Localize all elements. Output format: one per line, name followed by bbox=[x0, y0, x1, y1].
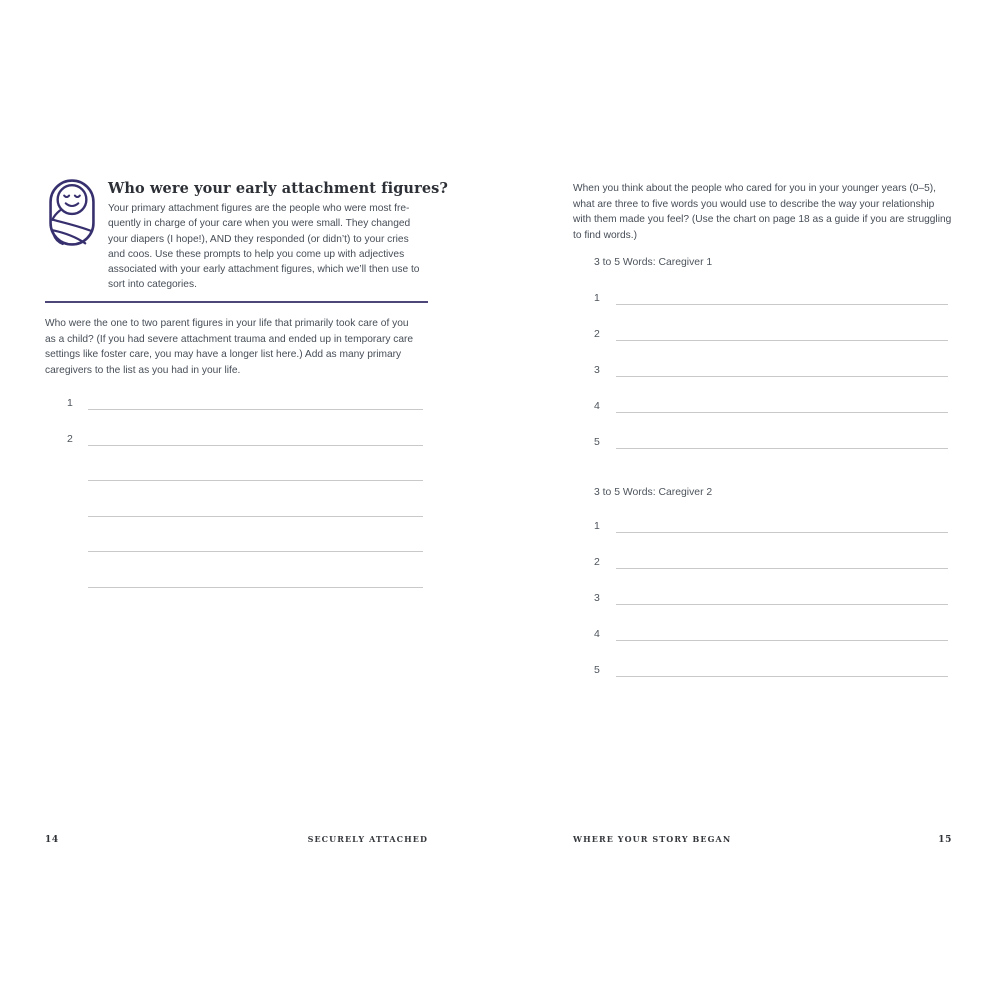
line-number: 2 bbox=[67, 432, 73, 445]
prompt-paragraph bbox=[45, 316, 413, 378]
caregiver-list bbox=[67, 396, 423, 609]
write-line-row bbox=[67, 574, 423, 588]
page-number: 14 bbox=[45, 835, 59, 845]
swaddled-baby-icon bbox=[49, 179, 95, 246]
write-line-row bbox=[594, 291, 948, 305]
write-line-row bbox=[67, 396, 423, 410]
write-line bbox=[616, 290, 948, 305]
right-page bbox=[573, 0, 955, 1000]
paragraph-line: and coos. Use these prompts to help you come up with adjectives bbox=[108, 248, 405, 260]
section-heading: Who were your early attachment figures? bbox=[108, 180, 448, 197]
write-line bbox=[88, 573, 423, 588]
write-line bbox=[88, 395, 423, 410]
caregiver2-words-list bbox=[594, 519, 948, 699]
left-page-footer bbox=[45, 834, 428, 845]
write-line-row bbox=[594, 327, 948, 341]
write-line bbox=[616, 590, 948, 605]
line-number bbox=[67, 587, 88, 588]
paragraph-line: what are three to five words you would use to describe the way your relationship bbox=[573, 198, 935, 210]
paragraph-line: as a child? (If you had severe attachment trauma and ended up in temporary care bbox=[45, 333, 414, 345]
write-line-row bbox=[67, 432, 423, 446]
write-line bbox=[88, 431, 423, 446]
write-line bbox=[616, 398, 948, 413]
write-line bbox=[616, 626, 948, 641]
write-line-row bbox=[594, 399, 948, 413]
write-line bbox=[616, 434, 948, 449]
line-number bbox=[67, 516, 88, 517]
right-page-footer bbox=[573, 834, 952, 845]
paragraph-line: with them made you feel? (Use the chart on page 18 as a guide if you are struggling bbox=[573, 214, 952, 225]
line-number: 5 bbox=[594, 436, 600, 448]
write-line-row bbox=[594, 555, 948, 569]
paragraph-line: Your primary attachment figures are the people who were most fre- bbox=[108, 203, 410, 214]
write-line-row bbox=[67, 538, 423, 552]
write-line bbox=[88, 537, 423, 552]
line-number: 5 bbox=[594, 664, 600, 676]
section-divider bbox=[45, 301, 428, 303]
write-line-row bbox=[594, 591, 948, 605]
line-number: 3 bbox=[594, 592, 600, 604]
line-number: 1 bbox=[594, 292, 600, 304]
paragraph-line: to find words.) bbox=[573, 229, 637, 241]
running-head: WHERE YOUR STORY BEGAN bbox=[573, 834, 732, 844]
paragraph-line: When you think about the people who cared for you in your younger years (0–5), bbox=[573, 183, 937, 194]
write-line-row bbox=[594, 663, 948, 677]
write-line bbox=[616, 518, 948, 533]
caregiver2-label: 3 to 5 Words: Caregiver 2 bbox=[594, 487, 713, 498]
write-line-row bbox=[67, 503, 423, 517]
write-line bbox=[616, 362, 948, 377]
line-number: 2 bbox=[594, 328, 600, 340]
line-number bbox=[67, 551, 88, 552]
paragraph-line: sort into categories. bbox=[108, 279, 197, 291]
running-head: SECURELY ATTACHED bbox=[307, 834, 428, 844]
write-line bbox=[88, 466, 423, 481]
line-number: 2 bbox=[594, 556, 600, 568]
line-number: 4 bbox=[594, 628, 600, 640]
paragraph-line: quently in charge of your care when you were small. They changed bbox=[108, 218, 411, 230]
line-number: 4 bbox=[594, 400, 600, 412]
write-line bbox=[616, 326, 948, 341]
paragraph-line: associated with your early attachment figures, which we’ll then use to bbox=[108, 264, 420, 276]
paragraph-line: Who were the one to two parent figures in your life that primarily took care of you bbox=[45, 318, 409, 329]
write-line-row bbox=[594, 627, 948, 641]
write-line bbox=[616, 554, 948, 569]
write-line bbox=[88, 502, 423, 517]
page-number: 15 bbox=[938, 835, 952, 845]
write-line-row bbox=[67, 467, 423, 481]
write-line-row bbox=[594, 363, 948, 377]
paragraph-line: your diapers (I hope!), AND they responded (or didn’t) to your cries bbox=[108, 233, 409, 245]
line-number bbox=[67, 480, 88, 481]
prompt-paragraph bbox=[573, 181, 951, 243]
line-number: 1 bbox=[67, 397, 73, 409]
caregiver1-label: 3 to 5 Words: Caregiver 1 bbox=[594, 257, 713, 268]
paragraph-line: caregivers to the list as you had in your life. bbox=[45, 364, 241, 376]
write-line bbox=[616, 662, 948, 677]
line-number: 1 bbox=[594, 520, 600, 532]
intro-paragraph bbox=[108, 201, 419, 293]
write-line-row bbox=[594, 519, 948, 533]
left-page bbox=[45, 0, 448, 1000]
line-number: 3 bbox=[594, 364, 600, 376]
paragraph-line: settings like foster care, you may have a longer list here.) Add as many primary bbox=[45, 349, 402, 360]
write-line-row bbox=[594, 435, 948, 449]
caregiver1-words-list bbox=[594, 291, 948, 471]
